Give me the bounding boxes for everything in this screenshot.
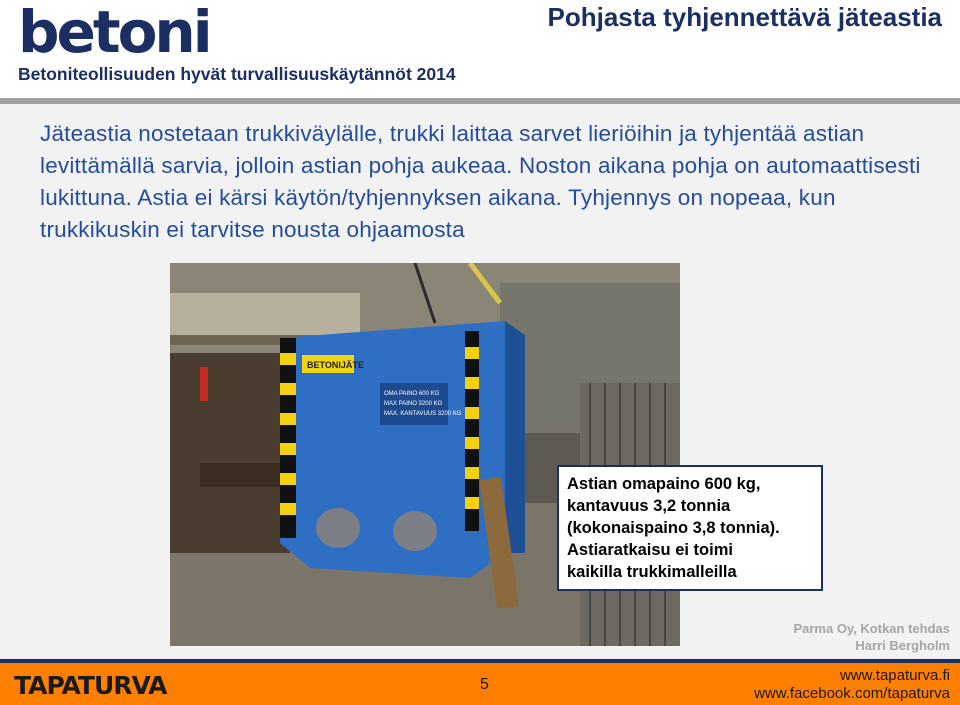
slide-content (0, 104, 960, 659)
caption-line: kantavuus 3,2 tonnia (567, 497, 731, 515)
photo-credit (793, 620, 950, 654)
caption-line: kaikilla trukkimalleilla (567, 563, 737, 581)
slide-footer (0, 663, 960, 705)
plate-line-3: MAX. KANTAVUUS 3200 KG (384, 411, 462, 417)
caption-line: (kokonaispaino 3,8 tonnia). (567, 519, 780, 537)
plate-line-2: MAX PAINO 3200 KG (384, 401, 443, 407)
footer-links (754, 667, 950, 703)
body-paragraph: Jäteastia nostetaan trukkiväylälle, trukki laittaa sarvet lieriöihin ja tyhjentää astian levittämällä sarvia, jolloin astian pohja aukeaa. Noston aikana pohja on automaattisesti lukittuna. Astia ei kärsi käytön/tyhjennyksen aikana. Tyhjennys on nopeaa, kun trukkikuskin ei tarvitse nousta ohjaamosta (40, 121, 921, 242)
header-subtitle: Betoniteollisuuden hyvät turvallisuuskäytännöt 2014 (18, 64, 456, 84)
photo-caption (557, 465, 823, 591)
bin-sign-text: BETONIJÄTE (307, 360, 364, 370)
plate-line-1: OMA PAINO 600 KG (384, 391, 440, 397)
caption-line: Astian omapaino 600 kg, (567, 475, 761, 493)
betoni-logo: betoni (18, 0, 210, 66)
website-link[interactable]: www.tapaturva.fi (839, 667, 950, 684)
facebook-link[interactable]: www.facebook.com/tapaturva (754, 685, 950, 702)
caption-line: Astiaratkaisu ei toimi (567, 541, 733, 559)
slide-title: Pohjasta tyhjennettävä jäteastia (547, 2, 942, 32)
tapaturva-logo: TAPATURVA (14, 671, 167, 700)
credit-company: Parma Oy, Kotkan tehdas (793, 621, 950, 636)
slide-header (0, 0, 960, 100)
credit-author: Harri Bergholm (855, 638, 950, 653)
page-number: 5 (480, 676, 489, 693)
